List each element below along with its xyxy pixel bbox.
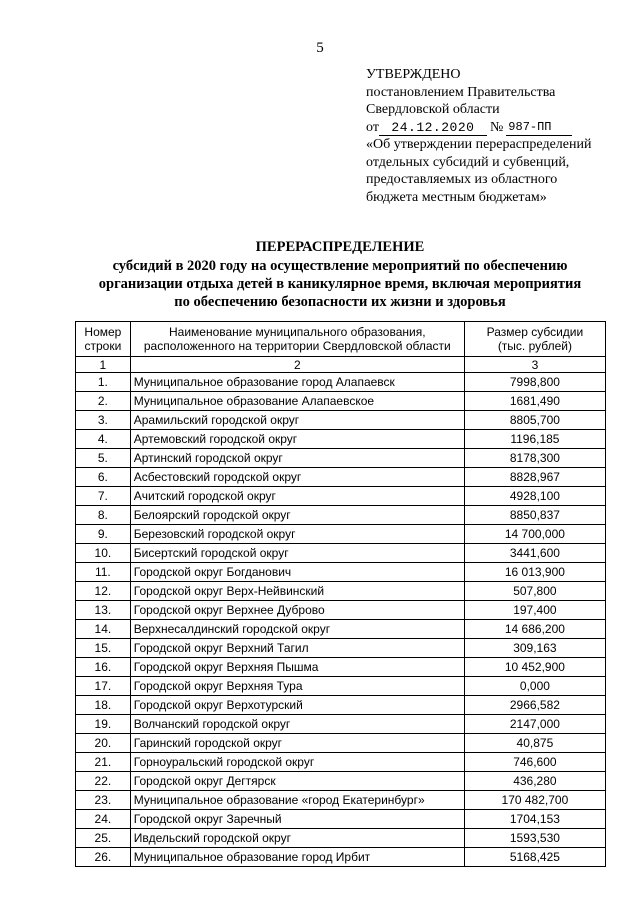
column-index-row — [76, 357, 606, 373]
row-number: 15. — [76, 639, 131, 658]
row-number: 8. — [76, 506, 131, 525]
row-number: 4. — [76, 430, 131, 449]
row-municipality: Волчанский городской округ — [130, 715, 464, 734]
table-row — [76, 544, 606, 563]
row-subsidy: 8850,837 — [464, 506, 605, 525]
header-municipality — [130, 322, 464, 357]
table-body — [76, 373, 606, 867]
doc-title-line: «Об утверждении перераспределений — [366, 137, 592, 152]
row-subsidy: 40,875 — [464, 734, 605, 753]
column-index: 1 — [76, 357, 131, 373]
title-line: субсидий в 2020 году на осуществление мероприятий по обеспечению — [112, 258, 568, 274]
table-row — [76, 772, 606, 791]
title-main: ПЕРЕРАСПРЕДЕЛЕНИЕ — [255, 239, 425, 255]
row-subsidy: 1681,490 — [464, 392, 605, 411]
doc-title-line: предоставляемых из областного — [366, 172, 558, 187]
table-row — [76, 810, 606, 829]
row-municipality: Городской округ Верхняя Тура — [130, 677, 464, 696]
table-row — [76, 373, 606, 392]
row-number: 18. — [76, 696, 131, 715]
row-subsidy: 1196,185 — [464, 430, 605, 449]
approval-date: 24.12.2020 — [379, 120, 487, 136]
row-municipality: Асбестовский городской округ — [130, 468, 464, 487]
row-number: 7. — [76, 487, 131, 506]
table-row — [76, 658, 606, 677]
title-line: по обеспечению безопасности их жизни и здоровья — [174, 294, 506, 310]
row-subsidy: 197,400 — [464, 601, 605, 620]
row-number: 2. — [76, 392, 131, 411]
row-subsidy: 507,800 — [464, 582, 605, 601]
table-row — [76, 468, 606, 487]
row-subsidy: 5168,425 — [464, 848, 605, 867]
table-row — [76, 715, 606, 734]
subsidy-table — [75, 321, 606, 867]
row-subsidy: 170 482,700 — [464, 791, 605, 810]
row-municipality: Городской округ Богданович — [130, 563, 464, 582]
row-municipality: Муниципальное образование Алапаевское — [130, 392, 464, 411]
header-row-number — [76, 322, 131, 357]
row-subsidy: 746,600 — [464, 753, 605, 772]
doc-title-line: отдельных субсидий и субвенций, — [366, 154, 570, 170]
table-row — [76, 392, 606, 411]
table-row — [76, 601, 606, 620]
row-number: 26. — [76, 848, 131, 867]
doc-title-line: бюджета местным бюджетам» — [366, 189, 547, 205]
row-subsidy: 14 700,000 — [464, 525, 605, 544]
row-municipality: Гаринский городской округ — [130, 734, 464, 753]
row-municipality: Городской округ Верхний Тагил — [130, 639, 464, 658]
row-municipality: Городской округ Верх-Нейвинский — [130, 582, 464, 601]
column-index: 2 — [130, 357, 464, 373]
table-row — [76, 753, 606, 772]
row-municipality: Муниципальное образование «город Екатеринбург» — [130, 791, 464, 810]
row-subsidy: 309,163 — [464, 639, 605, 658]
row-municipality: Верхнесалдинский городской округ — [130, 620, 464, 639]
row-number: 22. — [76, 772, 131, 791]
header-text: строки — [84, 339, 122, 353]
row-subsidy: 10 452,900 — [464, 658, 605, 677]
table-row — [76, 639, 606, 658]
row-number: 23. — [76, 791, 131, 810]
table-row — [76, 582, 606, 601]
row-municipality: Горноуральский городской округ — [130, 753, 464, 772]
table-row — [76, 620, 606, 639]
row-number: 12. — [76, 582, 131, 601]
table-row — [76, 791, 606, 810]
row-subsidy: 8178,300 — [464, 449, 605, 468]
row-number: 13. — [76, 601, 131, 620]
row-municipality: Городской округ Верхняя Пышма — [130, 658, 464, 677]
row-municipality: Арамильский городской округ — [130, 411, 464, 430]
row-subsidy: 1704,153 — [464, 810, 605, 829]
table-row — [76, 506, 606, 525]
table-row — [76, 696, 606, 715]
header-text: Размер субсидии — [486, 325, 584, 339]
document-title — [60, 238, 620, 311]
header-text: Наименование муниципального образования, — [169, 325, 426, 339]
header-text: расположенного на территории Свердловской области — [143, 339, 451, 353]
header-subsidy — [464, 322, 605, 357]
row-subsidy: 8805,700 — [464, 411, 605, 430]
row-number: 16. — [76, 658, 131, 677]
row-municipality: Ивдельский городской округ — [130, 829, 464, 848]
row-number: 11. — [76, 563, 131, 582]
table-row — [76, 734, 606, 753]
row-number: 21. — [76, 753, 131, 772]
header-text: Номер — [84, 325, 122, 339]
row-subsidy: 2147,000 — [464, 715, 605, 734]
row-municipality: Городской округ Дегтярск — [130, 772, 464, 791]
table-row — [76, 829, 606, 848]
row-subsidy: 7998,800 — [464, 373, 605, 392]
row-number: 17. — [76, 677, 131, 696]
approval-date-line — [366, 119, 626, 137]
table-row — [76, 848, 606, 867]
table-row — [76, 563, 606, 582]
approval-line-2: Свердловской области — [366, 102, 500, 117]
row-number: 20. — [76, 734, 131, 753]
row-municipality: Артинский городской округ — [130, 449, 464, 468]
row-municipality: Городской округ Верхнее Дуброво — [130, 601, 464, 620]
page-number: 5 — [316, 40, 324, 56]
header-text: (тыс. рублей) — [497, 339, 572, 353]
row-number: 5. — [76, 449, 131, 468]
row-municipality: Белоярский городской округ — [130, 506, 464, 525]
row-subsidy: 16 013,900 — [464, 563, 605, 582]
title-line: организации отдыха детей в каникулярное время, включая мероприятия — [98, 276, 582, 292]
approval-line-1: постановлением Правительства — [366, 84, 556, 100]
row-municipality: Артемовский городской округ — [130, 430, 464, 449]
row-subsidy: 0,000 — [464, 677, 605, 696]
row-municipality: Березовский городской округ — [130, 525, 464, 544]
row-number: 19. — [76, 715, 131, 734]
row-number: 25. — [76, 829, 131, 848]
row-subsidy: 8828,967 — [464, 468, 605, 487]
row-number: 24. — [76, 810, 131, 829]
row-subsidy: 14 686,200 — [464, 620, 605, 639]
row-subsidy: 3441,600 — [464, 544, 605, 563]
date-prefix: от — [366, 119, 379, 135]
row-municipality: Городской округ Верхотурский — [130, 696, 464, 715]
row-subsidy: 4928,100 — [464, 487, 605, 506]
row-number: 1. — [76, 373, 131, 392]
row-number: 10. — [76, 544, 131, 563]
table-row — [76, 677, 606, 696]
row-number: 3. — [76, 411, 131, 430]
table-row — [76, 525, 606, 544]
column-index: 3 — [464, 357, 605, 373]
row-municipality: Ачитский городской округ — [130, 487, 464, 506]
table-row — [76, 449, 606, 468]
row-municipality: Бисертский городской округ — [130, 544, 464, 563]
approval-block — [366, 66, 626, 206]
table-row — [76, 411, 606, 430]
row-municipality: Муниципальное образование город Ирбит — [130, 848, 464, 867]
row-subsidy: 436,280 — [464, 772, 605, 791]
row-number: 14. — [76, 620, 131, 639]
row-subsidy: 1593,530 — [464, 829, 605, 848]
row-municipality: Городской округ Заречный — [130, 810, 464, 829]
number-prefix: № — [489, 119, 504, 135]
approval-number: 987-ПП — [506, 120, 572, 136]
row-municipality: Муниципальное образование город Алапаевск — [130, 373, 464, 392]
approval-heading: УТВЕРЖДЕНО — [366, 67, 461, 82]
table-row — [76, 487, 606, 506]
row-number: 6. — [76, 468, 131, 487]
row-number: 9. — [76, 525, 131, 544]
table-header-row — [76, 322, 606, 357]
row-subsidy: 2966,582 — [464, 696, 605, 715]
table-row — [76, 430, 606, 449]
